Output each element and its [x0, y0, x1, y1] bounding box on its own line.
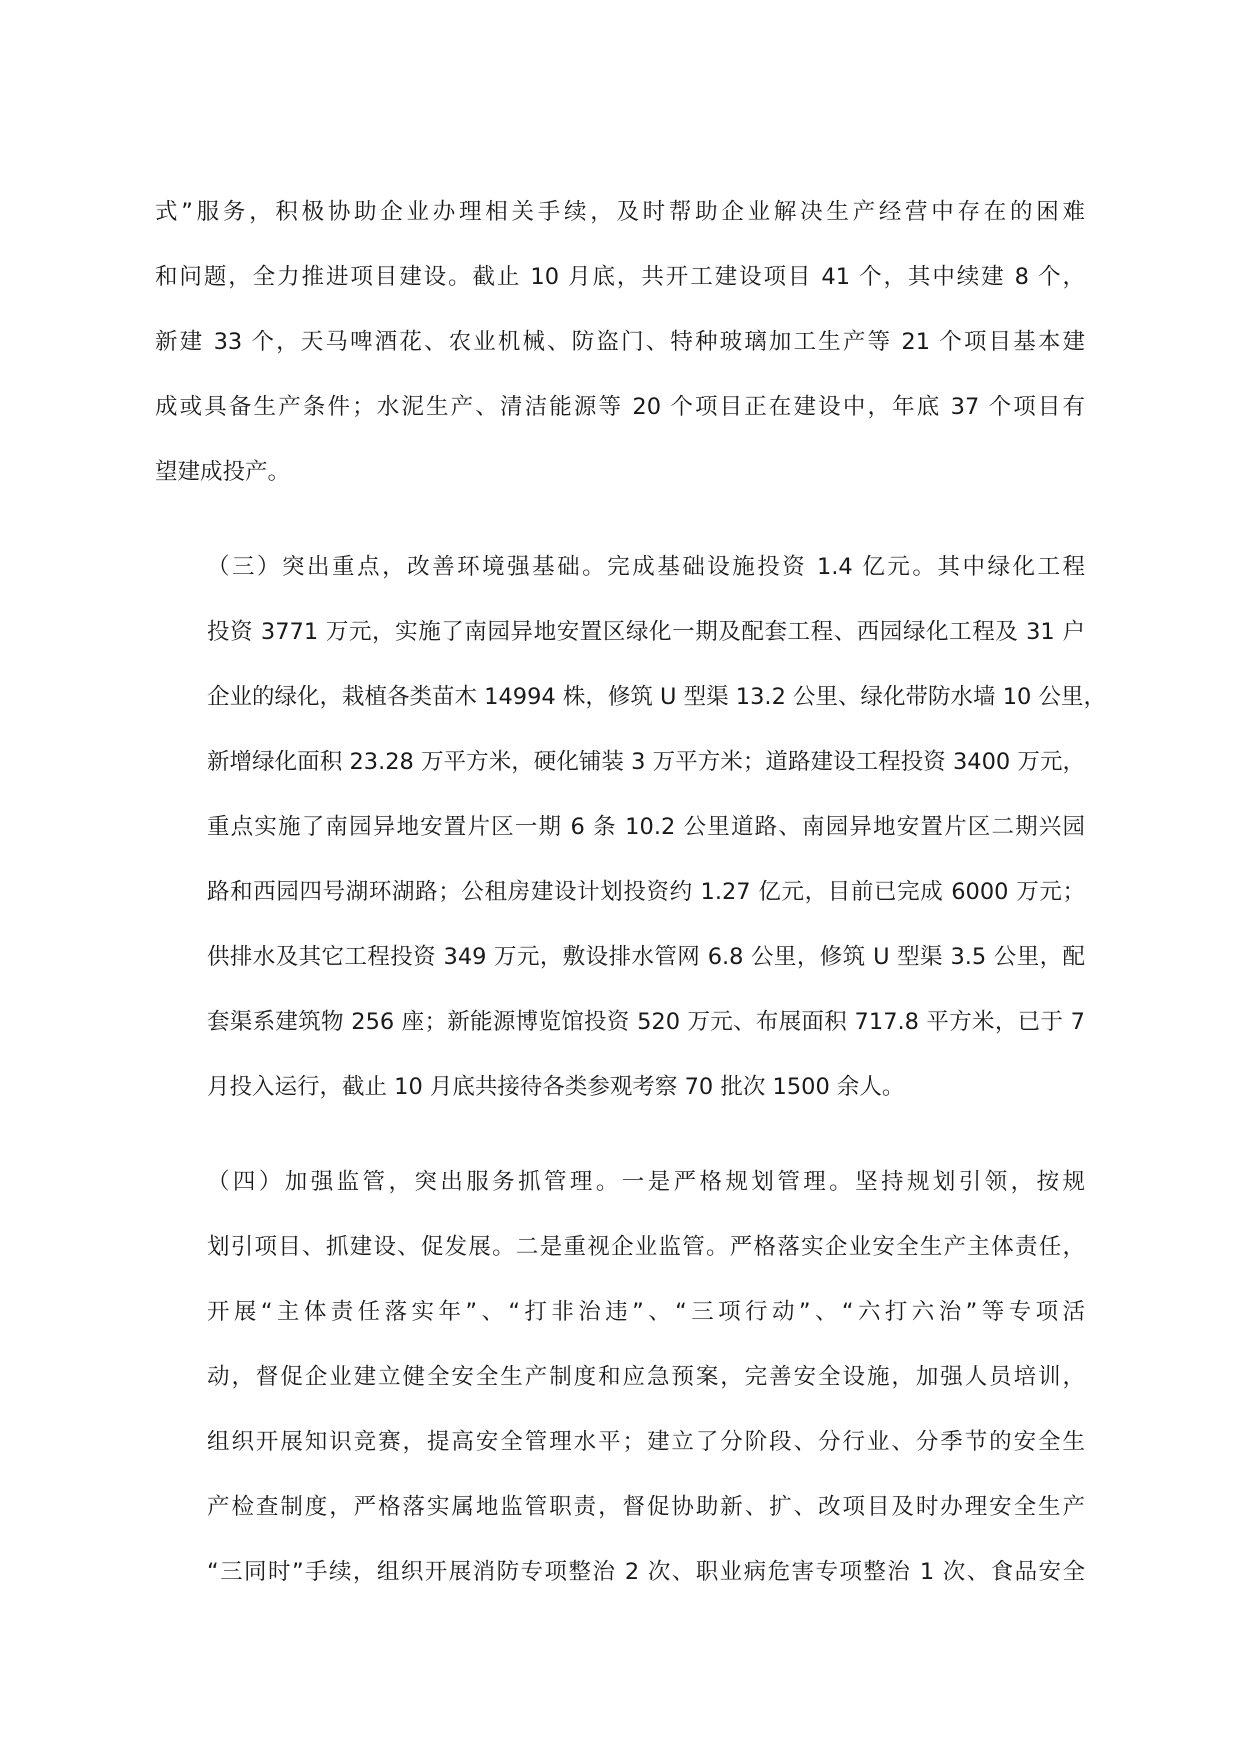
- text-line: 路和西园四号湖环湖路；公租房建设计划投资约 1.27 亿元，目前已完成 6000 万元；: [207, 879, 1085, 905]
- text-line: 划引项目、抓建设、促发展。二是重视企业监管。严格落实企业安全生产主体责任，: [207, 1234, 1085, 1260]
- text-line: 供排水及其它工程投资 349 万元，敷设排水管网 6.8 公里，修筑 U 型渠 3.5 公里，配: [207, 944, 1085, 970]
- text-line: （三）突出重点，改善环境强基础。完成基础设施投资 1.4 亿元。其中绿化工程: [207, 554, 1085, 580]
- text-line: 式”服务，积极协助企业办理相关手续，及时帮助企业解决生产经营中存在的困难: [155, 199, 1085, 225]
- text-line: 企业的绿化，栽植各类苗木 14994 株，修筑 U 型渠 13.2 公里、绿化带防水墙 10 公里，: [207, 684, 1106, 710]
- text-line: 动，督促企业建立健全安全生产制度和应急预案，完善安全设施，加强人员培训，: [207, 1364, 1085, 1390]
- paragraph-1: [155, 180, 1085, 505]
- text-line: 新增绿化面积 23.28 万平方米，硬化铺装 3 万平方米；道路建设工程投资 3400 万元，: [207, 749, 1085, 775]
- text-line: 开展“主体责任落实年”、“打非治违”、“三项行动”、“六打六治”等专项活: [207, 1299, 1085, 1325]
- text-line: 投资 3771 万元，实施了南园异地安置区绿化一期及配套工程、西园绿化工程及 31 户: [207, 619, 1085, 645]
- document-body: [155, 180, 1106, 1635]
- text-line: 组织开展知识竞赛，提高安全管理水平；建立了分阶段、分行业、分季节的安全生: [207, 1429, 1085, 1455]
- text-line: 望建成投产。: [155, 459, 291, 485]
- text-line: （四）加强监管，突出服务抓管理。一是严格规划管理。坚持规划引领，按规: [207, 1169, 1085, 1195]
- text-line: 成或具备生产条件；水泥生产、清洁能源等 20 个项目正在建设中，年底 37 个项目有: [155, 394, 1085, 420]
- paragraph-3: [155, 1150, 1085, 1605]
- text-line: “三同时”手续，组织开展消防专项整治 2 次、职业病危害专项整治 1 次、食品安全: [207, 1559, 1085, 1585]
- text-line: 重点实施了南园异地安置片区一期 6 条 10.2 公里道路、南园异地安置片区二期兴园: [207, 814, 1085, 840]
- text-line: 新建 33 个，天马啤酒花、农业机械、防盗门、特种玻璃加工生产等 21 个项目基本建: [155, 329, 1085, 355]
- text-line: 套渠系建筑物 256 座；新能源博览馆投资 520 万元、布展面积 717.8 平方米，已于 7: [207, 1009, 1085, 1035]
- paragraph-2: [155, 535, 1106, 1120]
- text-line: 和问题，全力推进项目建设。截止 10 月底，共开工建设项目 41 个，其中续建 8 个，: [155, 264, 1085, 290]
- text-line: 产检查制度，严格落实属地监管职责，督促协助新、扩、改项目及时办理安全生产: [207, 1494, 1085, 1520]
- text-line: 月投入运行，截止 10 月底共接待各类参观考察 70 批次 1500 余人。: [207, 1074, 905, 1100]
